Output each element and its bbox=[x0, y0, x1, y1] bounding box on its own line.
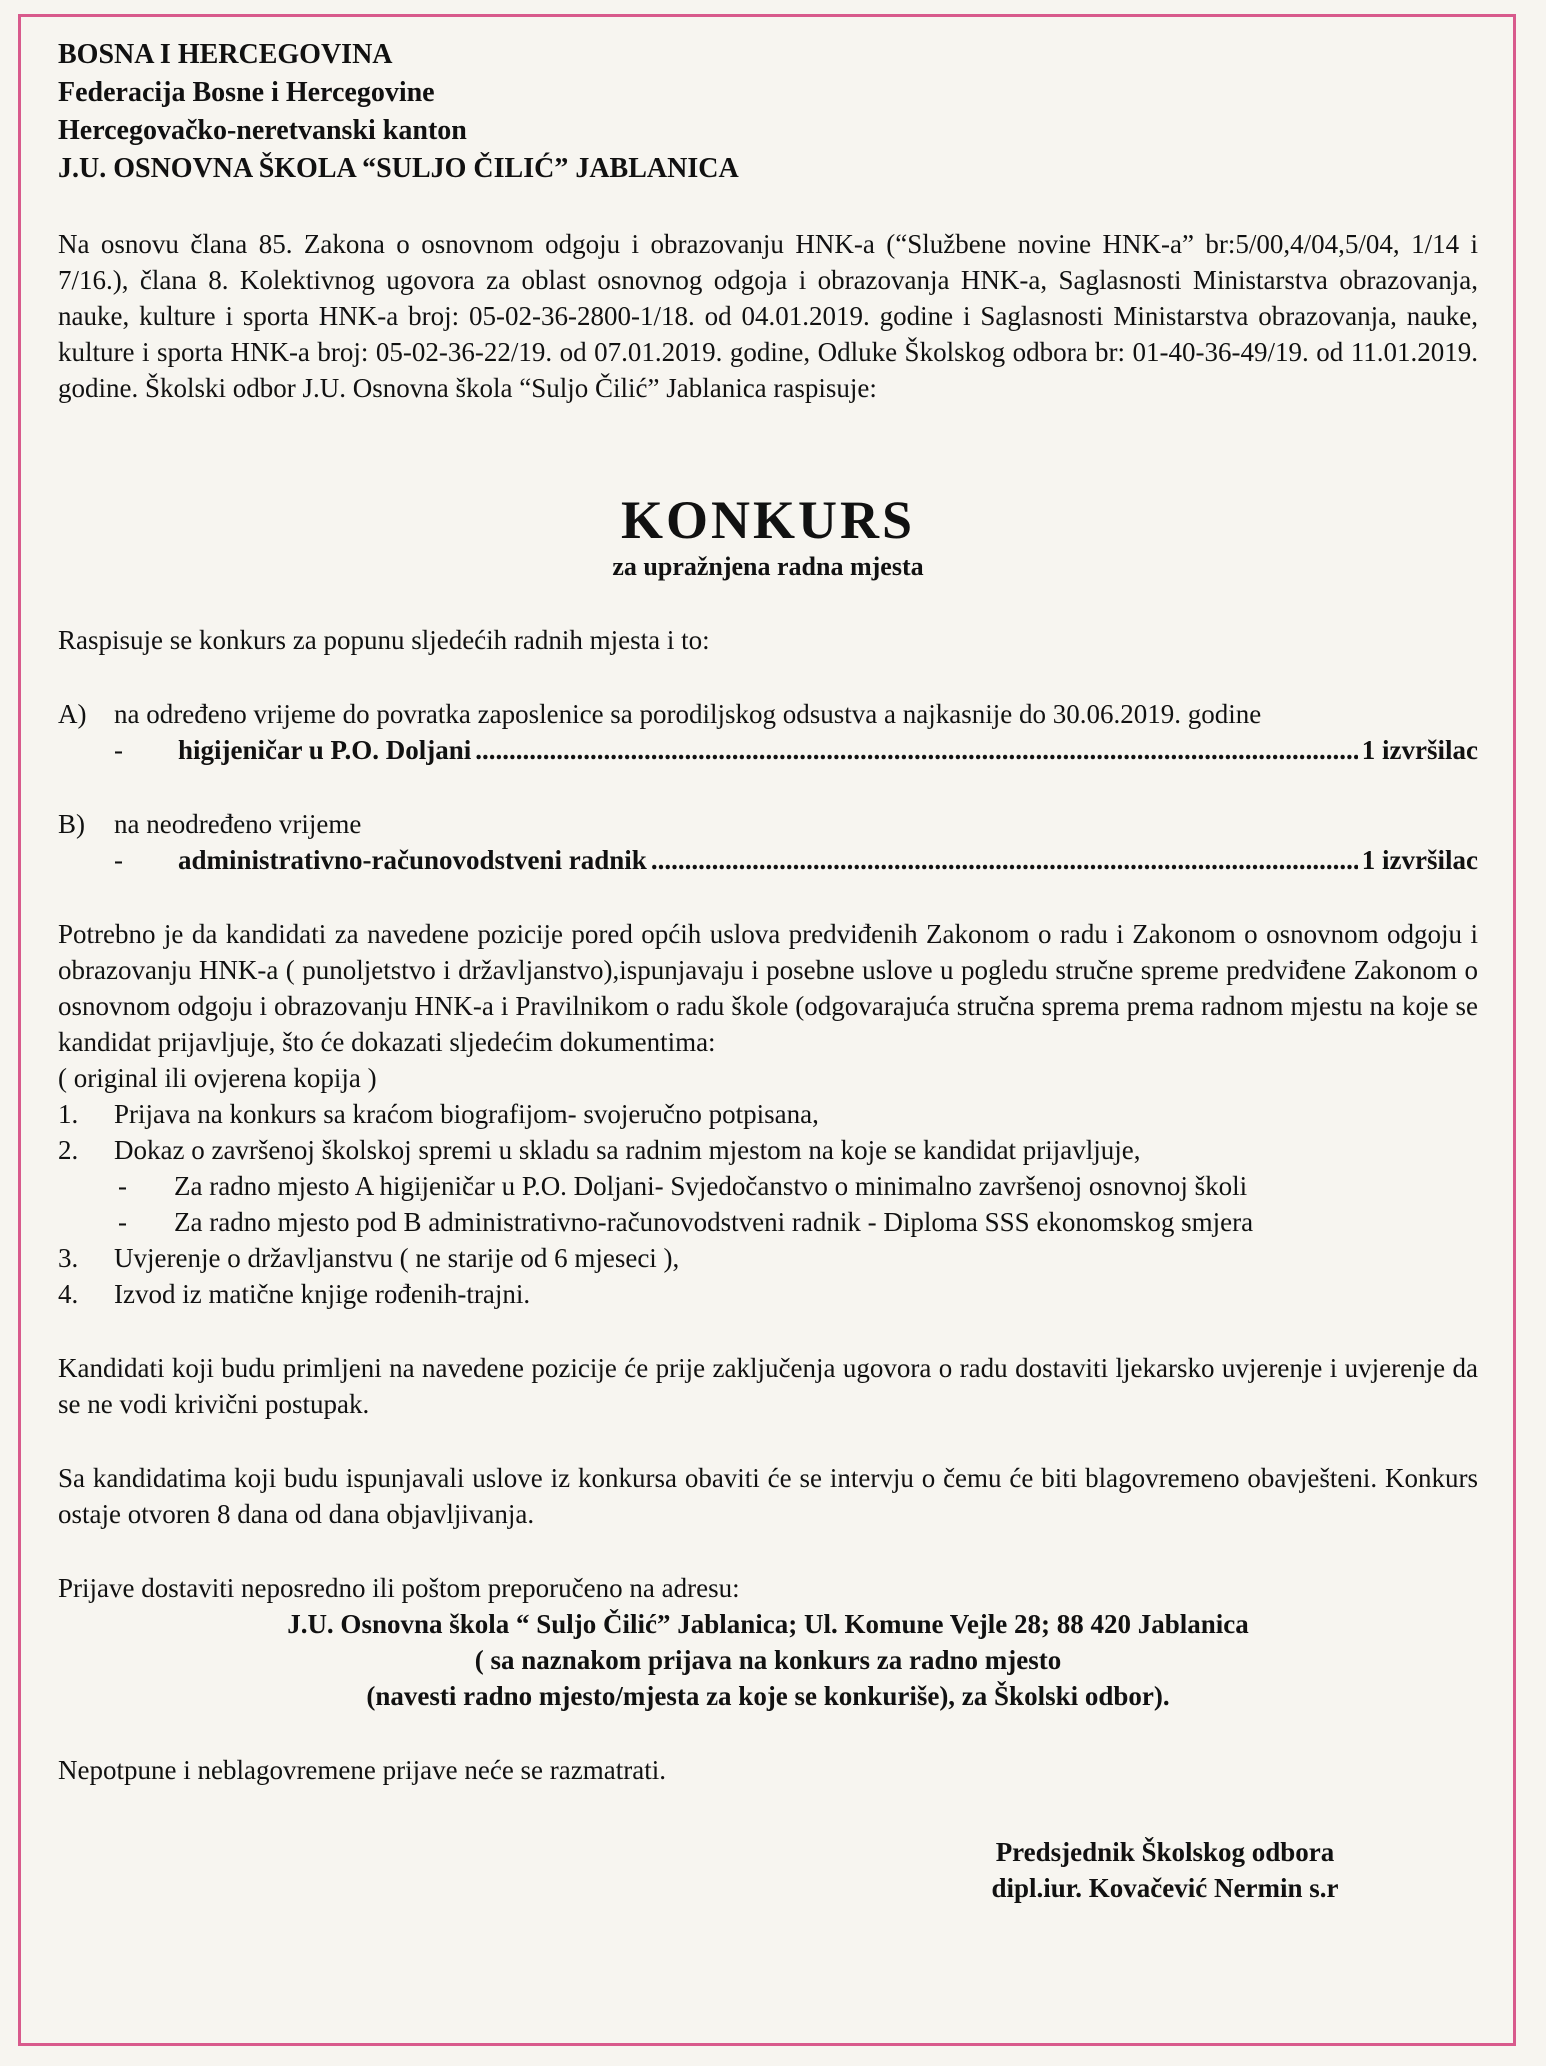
list-subtext: Za radno mjesto pod B administrativno-računovodstveni radnik - Diploma SSS ekonomskog smjera bbox=[174, 1207, 1254, 1237]
list-subitem bbox=[58, 1168, 1478, 1204]
requirements-note: ( original ili ovjerena kopija ) bbox=[58, 1063, 377, 1093]
section-letter: B) bbox=[58, 809, 85, 839]
position-name: higijeničar u P.O. Doljani bbox=[178, 735, 472, 765]
section-a bbox=[58, 696, 1478, 768]
dot-leader bbox=[651, 842, 1358, 878]
medical-paragraph: Kandidati koji budu primljeni na navedene pozicije će prije zaključenja ugovora o radu dostaviti ljekarsko uvjerenje i uvjerenje da se ne vodi krivični postupak. bbox=[58, 1353, 1478, 1419]
header-country: BOSNA I HERCEGOVINA bbox=[58, 39, 393, 70]
dot-leader bbox=[475, 732, 1357, 768]
list-number: 4. bbox=[58, 1279, 79, 1309]
position-count: 1 izvršilac bbox=[1361, 845, 1478, 875]
requirements-paragraph: Potrebno je da kandidati za navedene pozicije pored općih uslova predviđenih Zakonom o radu i Zakonom o osnovnom odgoju i obrazovanju HNK-a ( punoljetstvo i državljanstvo),ispunjavaju i posebne uslove u pogledu stručne spreme predviđene Zakonom o osnovnom odgoju i obrazovanju HNK-a i Pravilnikom o radu škole (odgovarajuća stručna sprema prema radnom mjestu na koje se kandidat prijavljuje, što će dokazati sljedećim dokumentima: bbox=[58, 919, 1478, 1057]
lead-paragraph: Raspisuje se konkurs za popunu sljedećih radnih mjesta i to: bbox=[58, 625, 710, 655]
list-text: Izvod iz matične knjige rođenih-trajni. bbox=[114, 1279, 531, 1309]
document-title: KONKURS bbox=[620, 490, 916, 550]
section-text: na određeno vrijeme do povratka zaposlenice sa porodiljskog odsustva a najkasnije do 30.06.2019. godine bbox=[114, 699, 1262, 729]
position-name: administrativno-računovodstveni radnik bbox=[178, 845, 647, 875]
header-school: J.U. OSNOVNA ŠKOLA “SULJO ČILIĆ” JABLANICA bbox=[58, 153, 739, 184]
list-text: Dokaz o završenoj školskoj spremi u skladu sa radnim mjestom na koje se kandidat prijavljuje, bbox=[114, 1135, 1141, 1165]
list-number: 1. bbox=[58, 1099, 79, 1129]
address-note: ( sa naznakom prijava na konkurs za radno mjesto bbox=[474, 1645, 1062, 1675]
address-line: J.U. Osnovna škola “ Suljo Čilić” Jablanica; Ul. Komune Vejle 28; 88 420 Jablanica bbox=[287, 1609, 1249, 1639]
document-subtitle: za upražnjena radna mjesta bbox=[612, 552, 924, 581]
signature-name: dipl.iur. Kovačević Nermin s.r bbox=[991, 1873, 1339, 1903]
document-page bbox=[58, 36, 1478, 1906]
signature-block bbox=[58, 1834, 1478, 1906]
closing-paragraph: Nepotpune i neblagovremene prijave neće se razmatrati. bbox=[58, 1755, 666, 1785]
list-subitem bbox=[58, 1204, 1478, 1240]
submit-paragraph: Prijave dostaviti neposredno ili poštom preporučeno na adresu: bbox=[58, 1573, 740, 1603]
header-canton: Hercegovačko-neretvanski kanton bbox=[58, 115, 467, 146]
signature-title: Predsjednik Školskog odbora bbox=[995, 1837, 1335, 1867]
header-federation: Federacija Bosne i Hercegovine bbox=[58, 77, 435, 108]
dash: - bbox=[114, 845, 123, 875]
intro-paragraph: Na osnovu člana 85. Zakona o osnovnom odgoju i obrazovanju HNK-a (“Službene novine HNK-a” br:5/00,4/04,5/04, 1/14 i 7/16.), člana 8. Kolektivnog ugovora za oblast osnovnog odgoja i obrazovanja HNK-a, Saglasnosti Ministarstva obrazovanja, nauke, kulture i sporta HNK-a broj: 05-02-36-2800-1/18. od 04.01.2019. godine i Saglasnosti Ministarstva obrazovanja, nauke, kulture i sporta HNK-a broj: 05-02-36-22/19. od 07.01.2019. godine, Odluke Školskog odbora br: 01-40-36-49/19. od 11.01.2019. godine. Školski odbor J.U. Osnovna škola “Suljo Čilić” Jablanica raspisuje: bbox=[58, 229, 1478, 403]
list-subtext: Za radno mjesto A higijeničar u P.O. Doljani- Svjedočanstvo o minimalno završenoj osnovnoj školi bbox=[174, 1171, 1248, 1201]
position-count: 1 izvršilac bbox=[1361, 735, 1478, 765]
list-text: Prijava na konkurs sa kraćom biografijom- svojeručno potpisana, bbox=[114, 1099, 819, 1129]
list-number: 3. bbox=[58, 1243, 79, 1273]
list-text: Uvjerenje o državljanstvu ( ne starije od 6 mjeseci ), bbox=[114, 1243, 680, 1273]
list-item bbox=[58, 1096, 1478, 1132]
address-note: (navesti radno mjesto/mjesta za koje se konkuriše), za Školski odbor). bbox=[366, 1681, 1170, 1711]
section-b bbox=[58, 806, 1478, 878]
dash: - bbox=[118, 1171, 127, 1201]
section-text: na neodređeno vrijeme bbox=[114, 809, 362, 839]
list-item bbox=[58, 1132, 1478, 1168]
dash: - bbox=[114, 735, 123, 765]
list-item bbox=[58, 1240, 1478, 1276]
section-letter: A) bbox=[58, 699, 87, 729]
list-item bbox=[58, 1276, 1478, 1312]
dash: - bbox=[118, 1207, 127, 1237]
interview-paragraph: Sa kandidatima koji budu ispunjavali uslove iz konkursa obaviti će se intervju o čemu će biti blagovremeno obavješteni. Konkurs ostaje otvoren 8 dana od dana objavljivanja. bbox=[58, 1463, 1478, 1529]
list-number: 2. bbox=[58, 1135, 79, 1165]
